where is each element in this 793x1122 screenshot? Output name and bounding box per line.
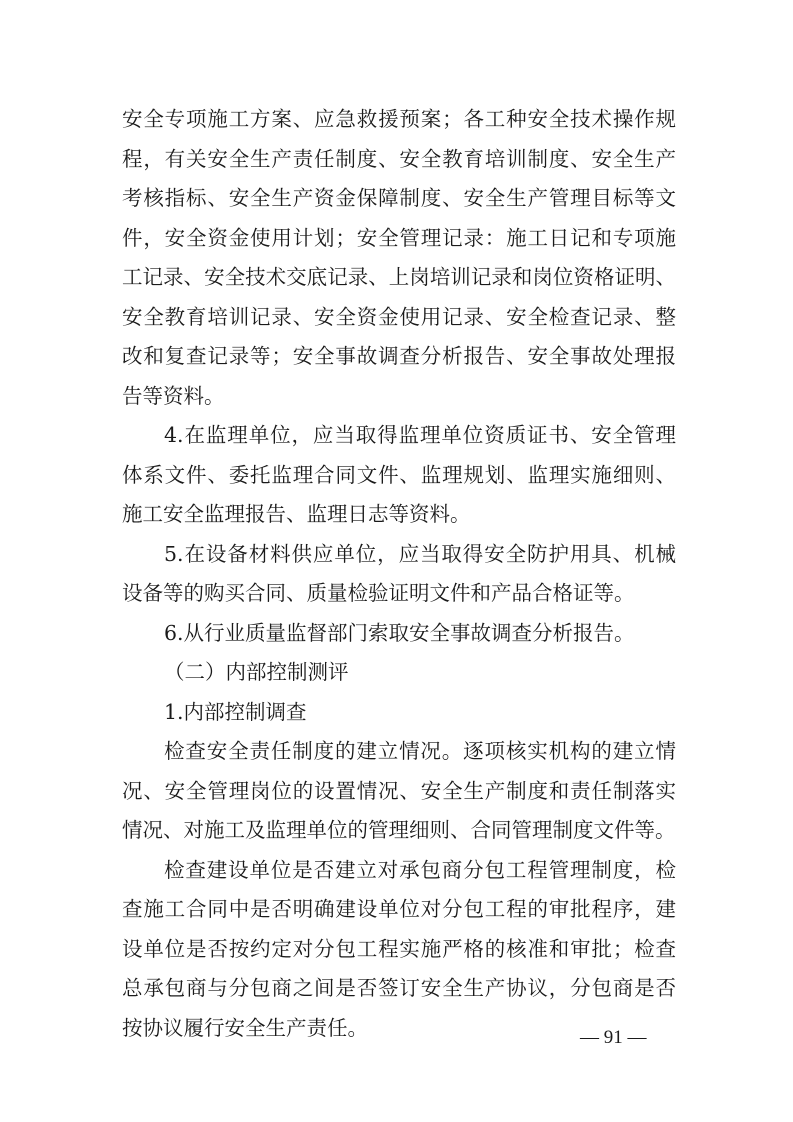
body-text: [122, 100, 676, 1048]
text-line: 6.从行业质量监督部门索取安全事故调查分析报告。: [164, 620, 635, 645]
subsection-heading: 1.内部控制调查: [164, 699, 307, 724]
page-number: — 91 —: [580, 1027, 647, 1048]
text-line: 按协议履行安全生产责任。: [122, 1015, 368, 1040]
text-line: 检查建设单位是否建立对承包商分包工程管理制度，检: [164, 857, 676, 882]
text-line: 工记录、安全技术交底记录、上岗培训记录和岗位资格证明、: [122, 265, 676, 289]
text-line: 况、安全管理岗位的设置情况、安全生产制度和责任制落实: [122, 778, 676, 803]
text-line: 4.在监理单位，应当取得监理单位资质证书、安全管理: [164, 423, 676, 447]
text-line: 总承包商与分包商之间是否签订安全生产协议，分包商是否: [122, 976, 676, 1000]
text-line: 施工安全监理报告、监理日志等资料。: [122, 502, 471, 526]
text-line: 安全教育培训记录、安全资金使用记录、安全检查记录、整: [122, 304, 676, 329]
section-heading: （二）内部控制测评: [164, 660, 349, 684]
text-line: 件，安全资金使用计划；安全管理记录：施工日记和专项施: [122, 225, 676, 250]
text-line: 安全专项施工方案、应急救援预案；各工种安全技术操作规: [122, 107, 676, 131]
text-line: 改和复查记录等；安全事故调查分析报告、安全事故处理报: [122, 344, 676, 368]
text-line: 程，有关安全生产责任制度、安全教育培训制度、安全生产: [122, 146, 676, 171]
text-line: 告等资料。: [122, 383, 225, 408]
text-line: 设单位是否按约定对分包工程实施严格的核准和审批；检查: [122, 936, 676, 961]
text-line: 设备等的购买合同、质量检验证明文件和产品合格证等。: [122, 581, 635, 605]
text-line: 体系文件、委托监理合同文件、监理规划、监理实施细则、: [122, 462, 676, 487]
text-line: 检查安全责任制度的建立情况。逐项核实机构的建立情: [164, 739, 676, 763]
text-line: 5.在设备材料供应单位，应当取得安全防护用具、机械: [164, 541, 676, 566]
text-line: 考核指标、安全生产资金保障制度、安全生产管理目标等文: [122, 186, 676, 210]
text-line: 情况、对施工及监理单位的管理细则、合同管理制度文件等。: [122, 818, 676, 842]
text-line: 查施工合同中是否明确建设单位对分包工程的审批程序，建: [122, 897, 676, 921]
